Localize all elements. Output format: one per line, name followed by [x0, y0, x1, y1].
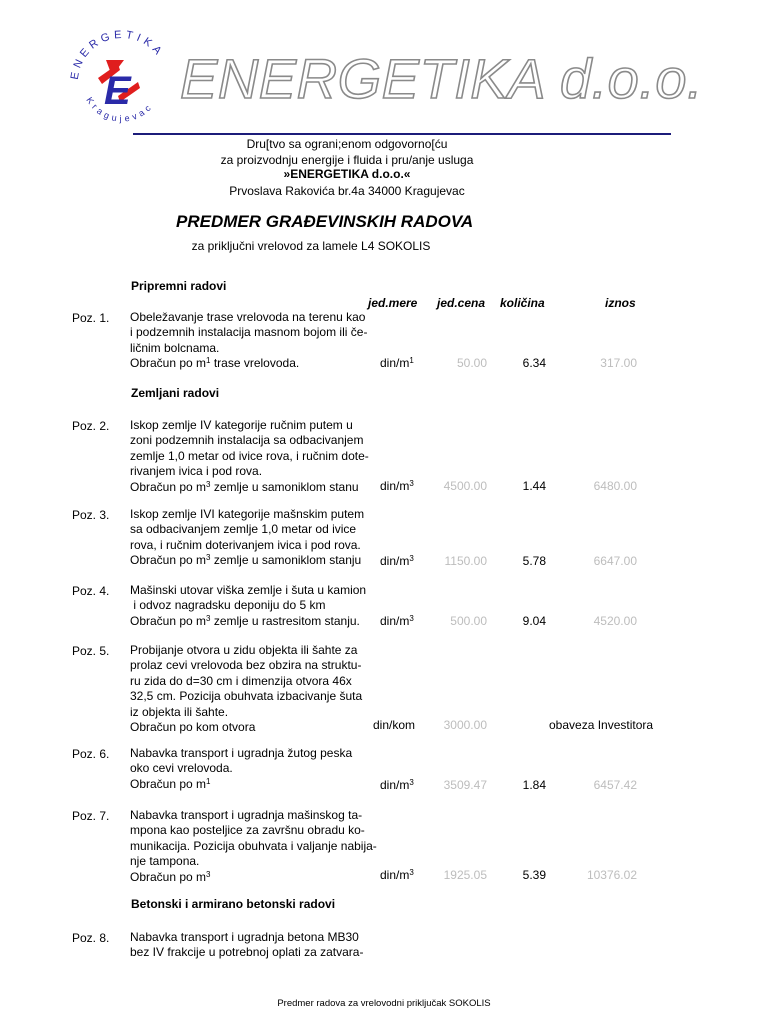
- item-amount: 4520.00: [593, 614, 637, 628]
- item-description: Nabavka transport i ugradnja betona MB30 bez IV frakcije u potrebnoj oplati za zatvara-: [130, 930, 364, 960]
- page-footer: Predmer radova za vrelovodni priključak SOKOLIS: [277, 998, 491, 1009]
- item-price: 3509.47: [443, 778, 487, 792]
- item-description: Iskop zemlje IVI kategorije mašnskim putem sa odbacivanjem zemlje 1,0 metar od ivice rova, i ručnim doterivanjem ivica i pod rova. Obračun po $m^3$ zemlje u samoniklom stanju: [130, 507, 370, 569]
- item-price: 1150.00: [444, 554, 487, 568]
- section-heading: Zemljani radovi: [131, 386, 220, 400]
- item-unit: din/$m^3$: [380, 554, 414, 568]
- logo-ring-top: ENERGETIKA: [68, 30, 167, 81]
- item-description: Nabavka transport i ugradnja žutog peska oko cevi vrelovoda. Obračun po $m^1$: [130, 746, 370, 792]
- company-activity-line: za proizvodnju energije i fluida i pru/anje usluga: [220, 153, 474, 167]
- item-position: Poz. 1.: [72, 311, 110, 325]
- item-amount: 317.00: [600, 356, 637, 370]
- item-price: 1925.05: [443, 868, 487, 882]
- column-header-quantity: količina: [500, 296, 545, 310]
- item-description: Iskop zemlje IV kategorije ručnim putem u zoni podzemnih instalacija sa odbacivanjem zemlje 1,0 metar od ivice rova, i ručnim dote- rivanjem ivica i pod rova. Obračun po $m^3$ zemlje u samoniklom stanu: [130, 418, 369, 494]
- item-quantity: 6.34: [522, 356, 546, 370]
- document-title: PREDMER GRAĐEVINSKIH RADOVA: [176, 212, 474, 231]
- section-heading: Pripremni radovi: [131, 279, 227, 293]
- item-position: Poz. 2.: [72, 419, 110, 433]
- logo-ring-bottom: Kragujevac: [84, 95, 156, 124]
- logo-monogram: E: [104, 69, 131, 113]
- document-subtitle: za priključni vrelovod za lamele L4 SOKOLIS: [191, 239, 431, 253]
- item-calculation: Obračun po $m^3$ zemlje u rastresitom stanju.: [130, 613, 360, 628]
- item-price: 500.00: [450, 614, 487, 628]
- section-heading: Betonski i armirano betonski radovi: [131, 897, 336, 911]
- company-name: »ENERGETIKA d.o.o.«: [283, 167, 411, 181]
- item-calculation: Obračun po kom otvora: [130, 720, 256, 735]
- item-calculation: Obračun po $m^3$: [130, 869, 211, 884]
- item-unit: din/kom: [373, 718, 416, 732]
- item-unit: din/$m^3$: [380, 868, 414, 882]
- item-calculation: Obračun po $m^1$ trase vrelovoda.: [130, 356, 300, 371]
- item-position: Poz. 5.: [72, 644, 110, 658]
- item-quantity: 1.44: [522, 479, 546, 493]
- item-position: Poz. 3.: [72, 508, 110, 522]
- item-description: Obeležavanje trase vrelovoda na terenu kao i podzemnih instalacija masnom bojom ili če- ličnim bolcnama. Obračun po $m^1$ trase vrelovoda.: [130, 310, 370, 372]
- item-price: 4500.00: [443, 479, 487, 493]
- brand-title: ENERGETIKA d.o.o.: [180, 47, 704, 110]
- item-price: 50.00: [456, 356, 487, 370]
- company-address: Prvoslava Rakovića br.4a 34000 Kragujevac: [229, 184, 465, 198]
- item-unit: din/$m^1$: [380, 356, 414, 370]
- item-amount: 6457.42: [593, 778, 637, 792]
- item-calculation: Obračun po $m^3$ zemlje u samoniklom stanju: [130, 553, 362, 568]
- logo-emblem: [62, 30, 182, 140]
- header-divider: [133, 133, 671, 135]
- item-unit: din/$m^3$: [380, 614, 414, 628]
- item-quantity: 1.84: [522, 778, 546, 792]
- item-amount: 6647.00: [593, 554, 637, 568]
- item-amount: 10376.02: [586, 868, 637, 882]
- item-unit: din/$m^3$: [380, 778, 414, 792]
- column-header-amount: iznos: [605, 296, 636, 310]
- item-description: Mašinski utovar viška zemlje i šuta u kamion i odvoz nagradsku deponiju do 5 km Obračun po $m^3$ zemlje u rastresitom stanju.: [130, 583, 370, 629]
- item-position: Poz. 7.: [72, 809, 110, 823]
- item-position: Poz. 6.: [72, 747, 110, 761]
- item-price: 3000.00: [443, 718, 487, 732]
- item-quantity: 9.04: [522, 614, 546, 628]
- item-quantity: 5.78: [522, 554, 546, 568]
- column-header-price: jed.cena: [437, 296, 486, 310]
- item-amount: 6480.00: [593, 479, 637, 493]
- column-header-unit: jed.mere: [368, 296, 418, 310]
- company-logo: [62, 30, 182, 140]
- item-description: Probijanje otvora u zidu objekta ili šahte za prolaz cevi vrelovoda bez obzira na struktu- ru zida do d=30 cm i dimenzija otvora 46x 32,5 cm. Pozicija obuhvata izbacivanje šuta iz objekta ili šahte. Obračun po kom otvora: [130, 643, 370, 735]
- item-position: Poz. 8.: [72, 931, 110, 945]
- item-calculation: Obračun po $m^3$ zemlje u samoniklom stanu: [130, 479, 359, 494]
- item-quantity: 5.39: [522, 868, 546, 882]
- item-unit: din/$m^3$: [380, 479, 414, 493]
- item-description: Nabavka transport i ugradnja mašinskog ta- mpona kao posteljice za završnu obradu ko- munikacija. Pozicija obuhvata i valjanje nabija- nje tampona. Obračun po $m^3$: [130, 808, 377, 884]
- item-position: Poz. 4.: [72, 584, 110, 598]
- company-legal-line: Dru[tvo sa ograni;enom odgovorno[ću: [246, 137, 448, 151]
- item-calculation: Obračun po $m^1$: [130, 776, 211, 791]
- item-note: obaveza Investitora: [549, 718, 654, 732]
